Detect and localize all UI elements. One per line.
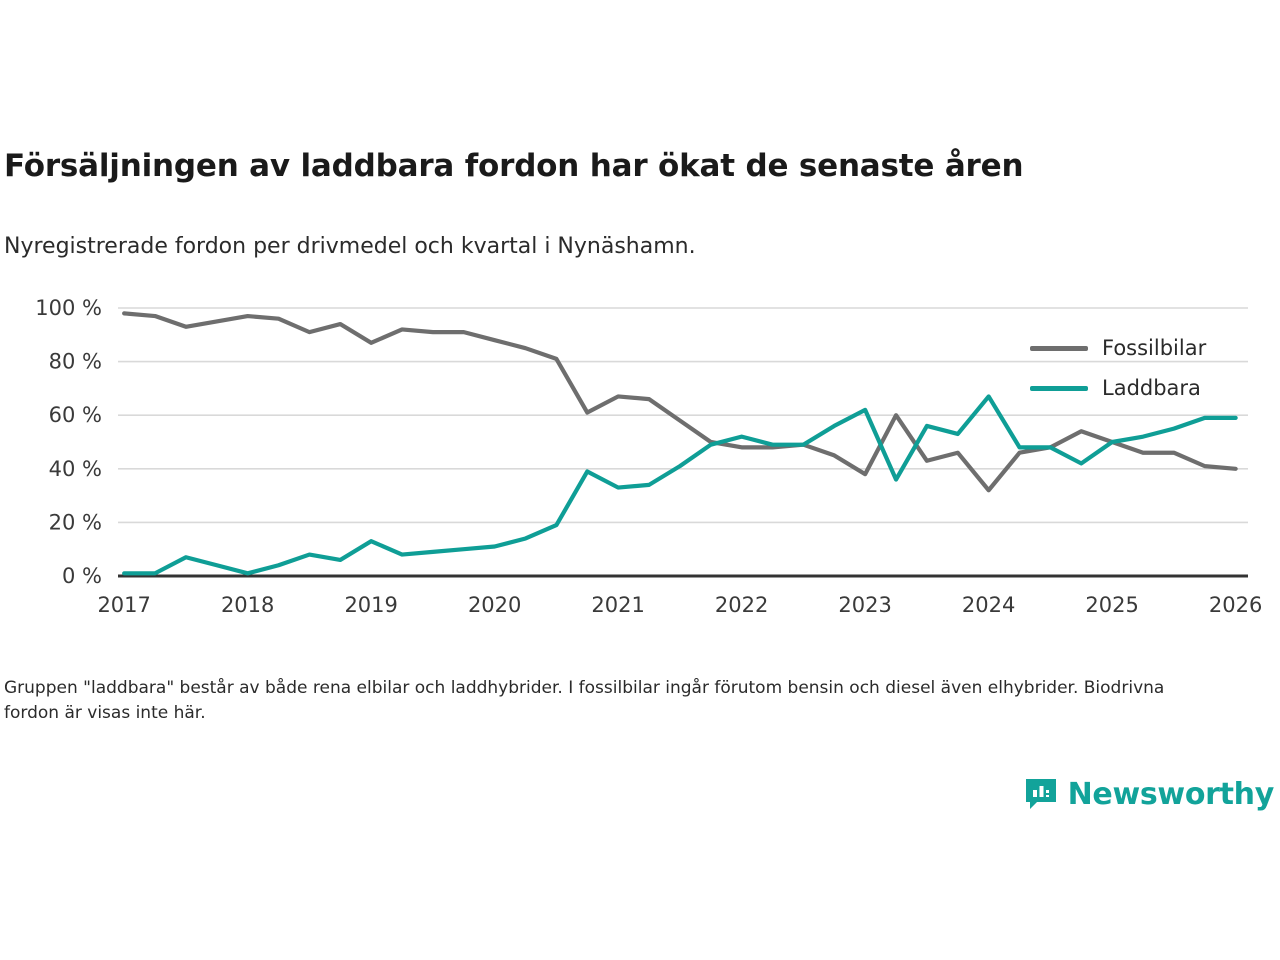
legend-item-laddbara[interactable]: [1030, 368, 1206, 408]
bar-chart-logo-icon: [1023, 776, 1059, 812]
y-axis-tick-label: 20 %: [48, 510, 102, 535]
x-axis-tick-label: 2022: [714, 593, 769, 617]
y-axis-tick-label: 0 %: [62, 564, 102, 588]
legend-swatch-fossilbilar: [1030, 346, 1088, 351]
legend-label-laddbara: Laddbara: [1102, 376, 1201, 400]
x-axis-tick-label: 2021: [591, 593, 645, 617]
page-title: Försäljningen av laddbara fordon har ökat de senaste åren: [4, 148, 1024, 184]
legend-item-fossilbilar[interactable]: [1030, 328, 1206, 368]
x-axis-tick-label: 2017: [97, 593, 151, 617]
brand-logo[interactable]: [1023, 776, 1274, 812]
x-axis-tick-label: 2026: [1208, 593, 1263, 617]
brand-name: Newsworthy: [1067, 776, 1274, 812]
x-axis-tick-label: 2019: [344, 593, 398, 617]
y-axis-tick-label: 100 %: [35, 296, 102, 320]
x-axis-tick-label: 2018: [220, 593, 275, 617]
x-axis-tick-label: 2023: [838, 593, 892, 617]
legend-label-fossilbilar: Fossilbilar: [1102, 336, 1207, 360]
chart-container: [0, 280, 1280, 630]
x-axis-tick-label: 2020: [467, 593, 522, 617]
y-axis-tick-label: 80 %: [48, 349, 102, 374]
y-axis-tick-label: 60 %: [48, 403, 102, 428]
x-axis-tick-label: 2025: [1085, 593, 1139, 617]
chart-subtitle: Nyregistrerade fordon per drivmedel och kvartal i Nynäshamn.: [4, 234, 696, 259]
y-axis-tick-label: 40 %: [48, 456, 102, 481]
chart-legend: [1030, 328, 1206, 408]
chart-footnote: Gruppen "laddbara" består av både rena elbilar och laddhybrider. I fossilbilar ingår förutom bensin och diesel även elhybrider. Biodrivna fordon är visas inte här.: [4, 678, 1165, 723]
legend-swatch-laddbara: [1030, 386, 1088, 391]
x-axis-tick-label: 2024: [961, 593, 1016, 617]
